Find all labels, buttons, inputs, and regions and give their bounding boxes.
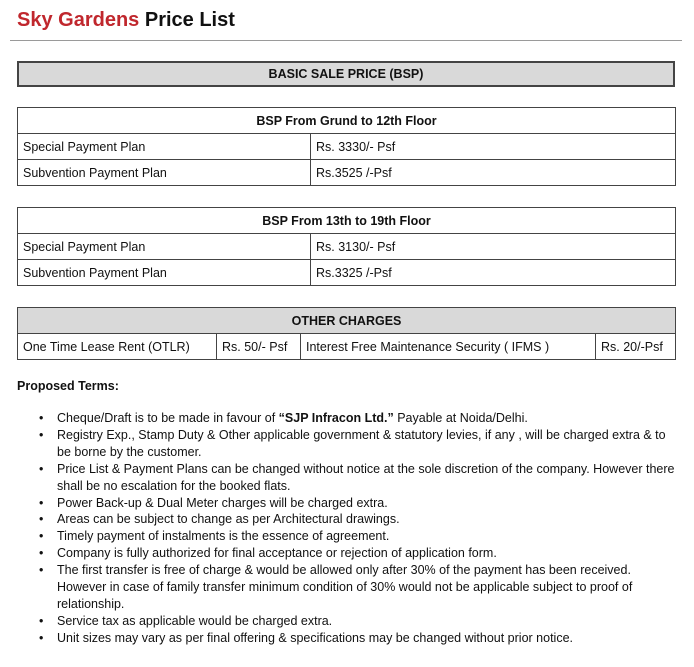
title-divider	[10, 40, 682, 41]
plan-price: Rs.3325 /-Psf	[311, 260, 676, 286]
bullet-icon: •	[39, 563, 44, 578]
list-item	[39, 545, 677, 562]
plan-name: Subvention Payment Plan	[18, 260, 311, 286]
table-row	[18, 234, 676, 260]
bullet-icon: •	[39, 529, 44, 544]
term-text: The first transfer is free of charge & would be allowed only after 30% of the payment has been received. However in case of family transfer minimum condition of 30% would not be applicable subject to proof of relationship.	[57, 563, 633, 611]
list-item	[39, 562, 677, 613]
bullet-icon: •	[39, 630, 44, 645]
plan-price: Rs.3525 /-Psf	[311, 160, 676, 186]
bsp-table-13-to-19	[17, 207, 676, 286]
section-heading: BSP From 13th to 19th Floor	[18, 208, 676, 234]
term-text: Unit sizes may vary as per final offering & specifications may be changed without prior notice.	[57, 630, 573, 645]
table-row	[18, 160, 676, 186]
section-heading: BSP From Grund to 12th Floor	[18, 108, 676, 134]
table-row	[18, 134, 676, 160]
plan-price: Rs. 3330/- Psf	[311, 134, 676, 160]
plan-price: Rs. 3130/- Psf	[311, 234, 676, 260]
table-row	[18, 260, 676, 286]
title-brand: Sky Gardens	[17, 9, 140, 31]
list-item	[39, 613, 677, 630]
term-text: Price List & Payment Plans can be changed without notice at the sole discretion of the company. However there shall be no escalation for the booked flats.	[57, 461, 675, 493]
title-rest: Price List	[139, 9, 235, 31]
otlr-label: One Time Lease Rent (OTLR)	[18, 334, 217, 360]
list-item	[39, 427, 677, 461]
list-item	[39, 495, 677, 512]
plan-name: Special Payment Plan	[18, 234, 311, 260]
term-text: Timely payment of instalments is the essence of agreement.	[57, 529, 390, 544]
term-text: Registry Exp., Stamp Duty & Other applicable government & statutory levies, if any , will be charged extra & to be borne by the customer.	[57, 427, 666, 459]
ifms-value: Rs. 20/-Psf	[596, 334, 676, 360]
other-charges-heading: OTHER CHARGES	[18, 308, 676, 334]
bullet-icon: •	[39, 495, 44, 510]
bullet-icon: •	[39, 427, 44, 442]
other-charges-table	[17, 307, 676, 360]
payee-name: “SJP Infracon Ltd.”	[278, 411, 394, 425]
list-item	[39, 410, 677, 427]
term-text: Service tax as applicable would be charged extra.	[57, 613, 333, 628]
terms-heading: Proposed Terms:	[17, 379, 119, 393]
plan-name: Special Payment Plan	[18, 134, 311, 160]
bsp-table-ground-to-12	[17, 107, 676, 186]
bullet-icon: •	[39, 546, 44, 561]
terms-list	[39, 410, 677, 647]
term-text: Company is fully authorized for final acceptance or rejection of application form.	[57, 546, 497, 561]
term-text: Cheque/Draft is to be made in favour of	[57, 411, 279, 425]
table-row	[18, 334, 676, 360]
bullet-icon: •	[39, 512, 44, 527]
plan-name: Subvention Payment Plan	[18, 160, 311, 186]
bsp-header: BASIC SALE PRICE (BSP)	[17, 61, 675, 87]
ifms-label: Interest Free Maintenance Security ( IFMS )	[301, 334, 596, 360]
list-item	[39, 461, 677, 495]
term-text: Power Back-up & Dual Meter charges will be charged extra.	[57, 495, 388, 510]
list-item	[39, 630, 677, 647]
bullet-icon: •	[39, 461, 44, 476]
otlr-value: Rs. 50/- Psf	[217, 334, 301, 360]
bullet-icon: •	[39, 411, 44, 425]
list-item	[39, 511, 677, 528]
term-text: Payable at Noida/Delhi.	[393, 411, 528, 425]
list-item	[39, 528, 677, 545]
bullet-icon: •	[39, 613, 44, 628]
term-text: Areas can be subject to change as per Architectural drawings.	[57, 512, 400, 527]
page-title	[17, 9, 235, 32]
